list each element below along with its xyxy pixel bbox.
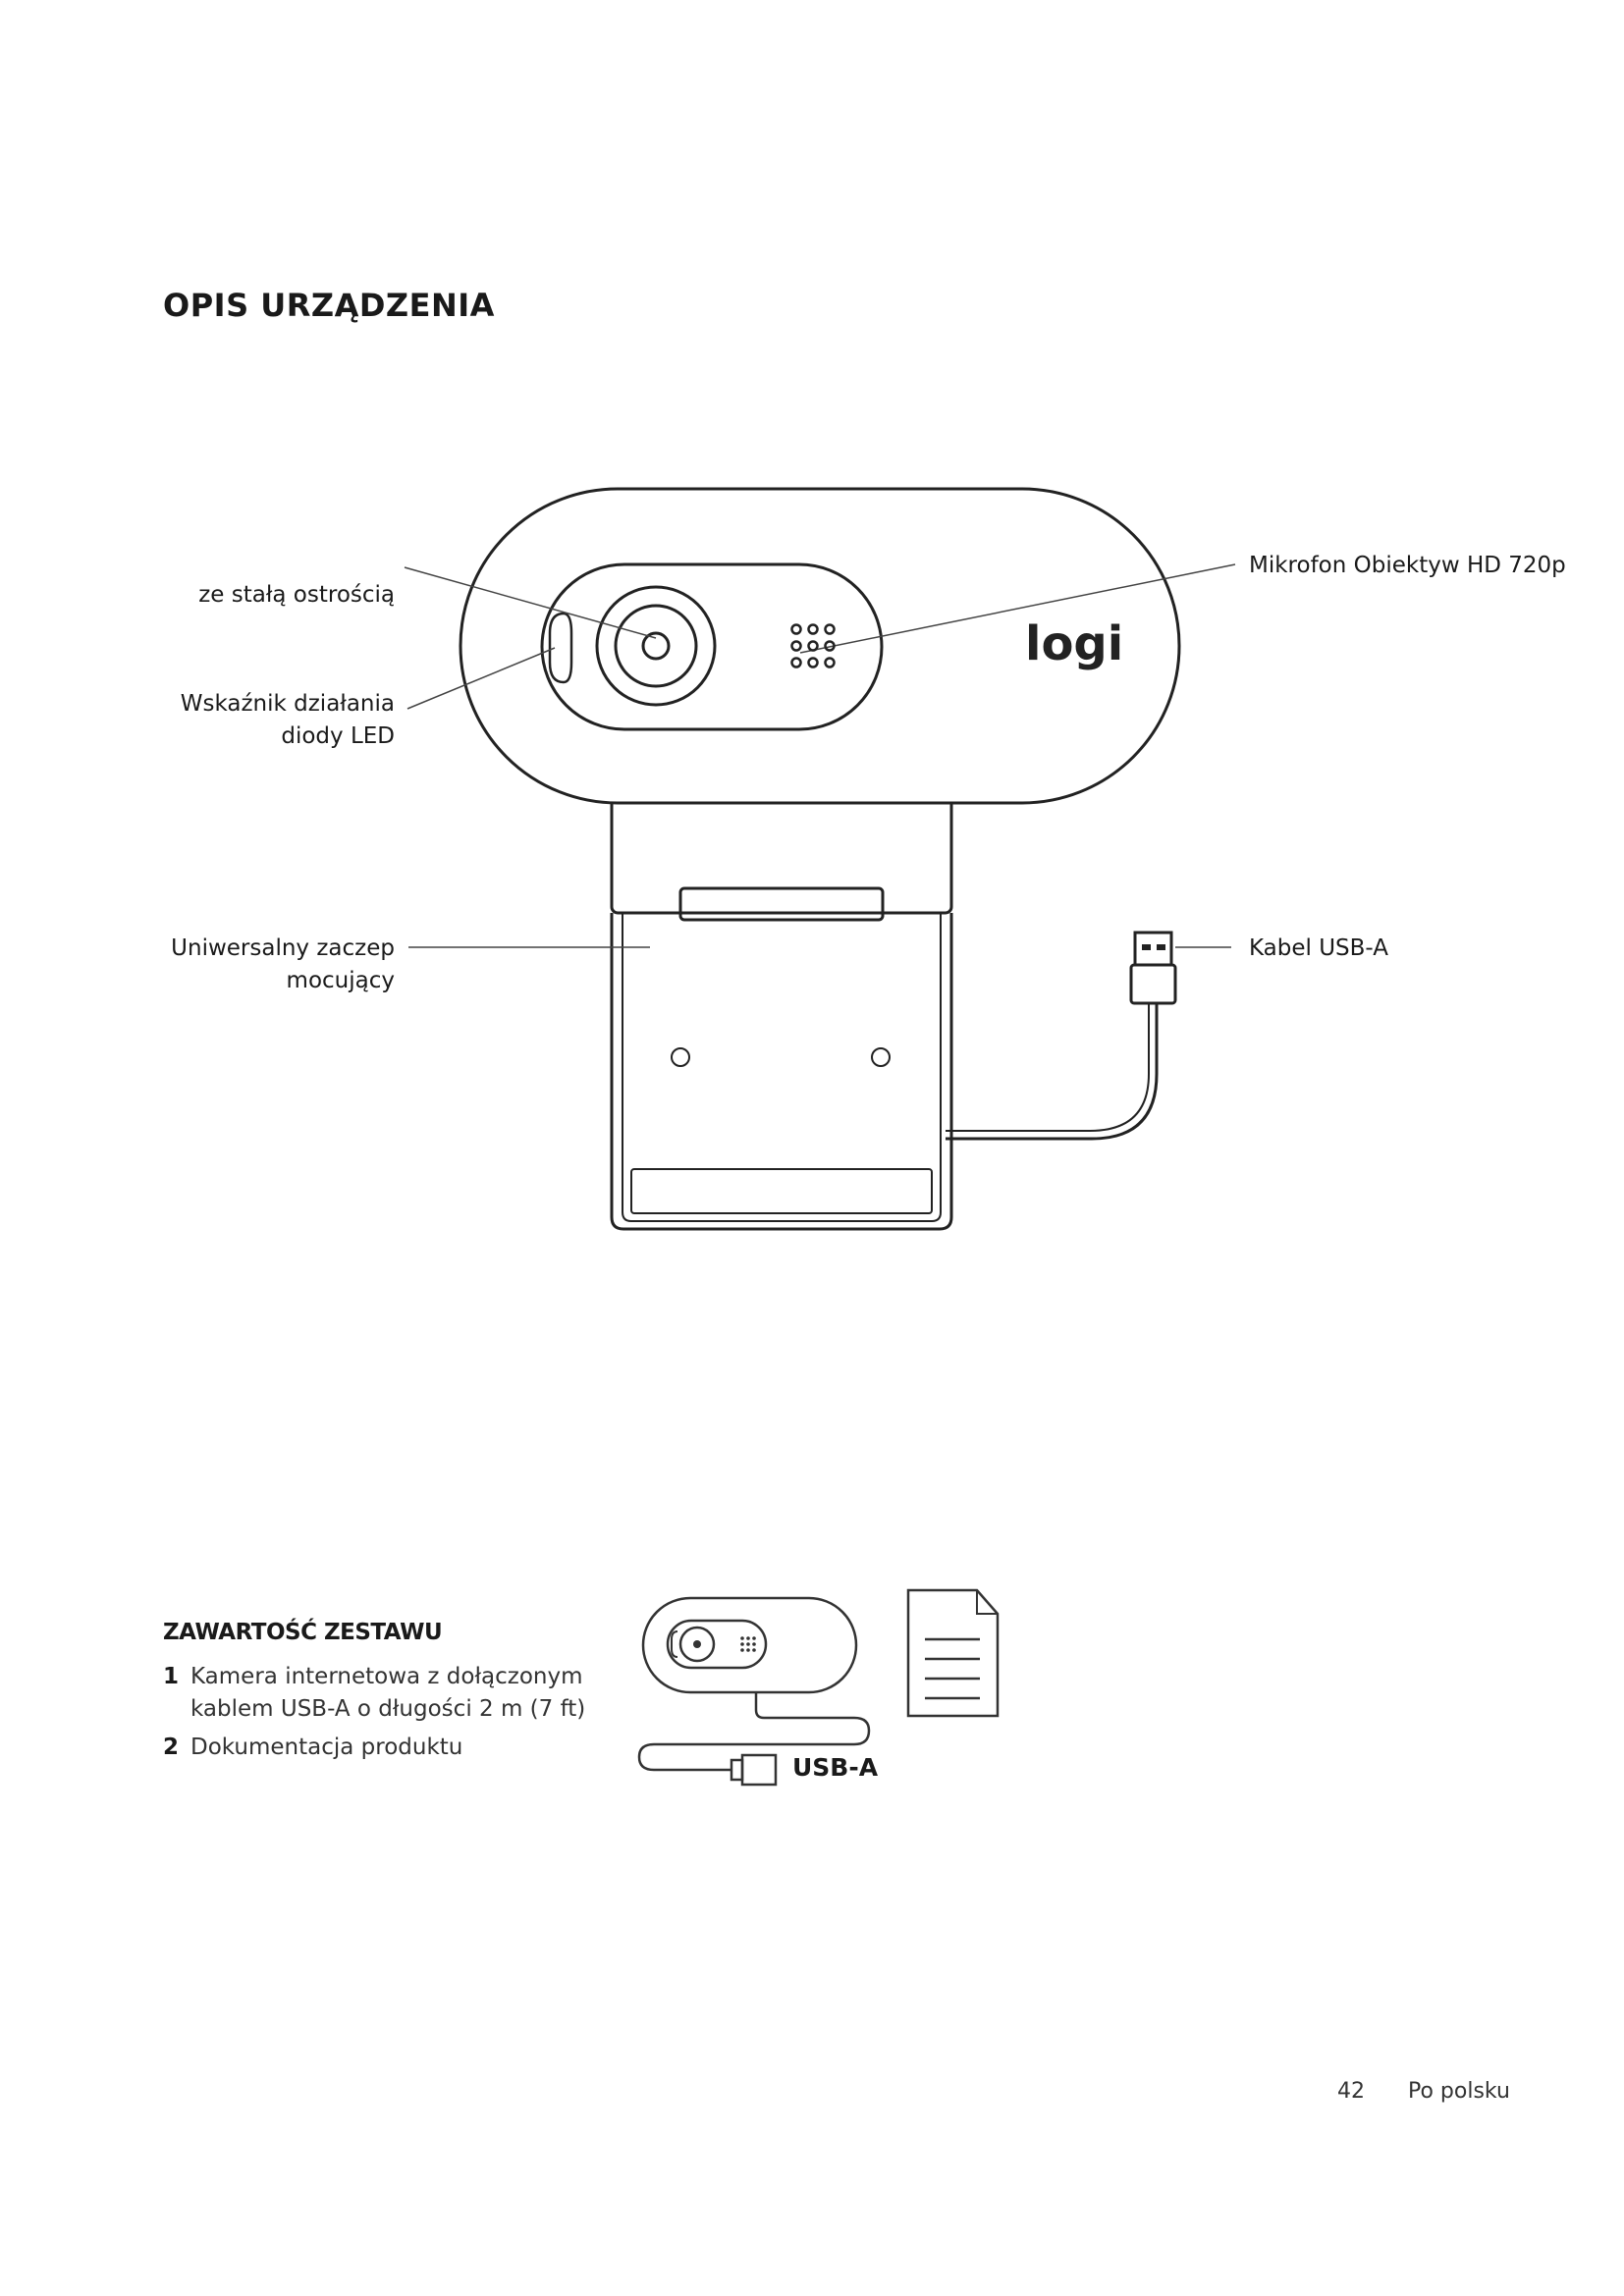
callout-usb-cable: Kabel USB-A [1249, 935, 1388, 961]
callout-mount [171, 933, 395, 997]
screw-hole-left [672, 1048, 689, 1066]
callout-led [181, 688, 395, 753]
callout-led-line2: diody LED [281, 723, 395, 749]
screw-hole-right [872, 1048, 890, 1066]
callout-mount-line1: Uniwersalny zaczep [171, 935, 395, 961]
item-2-line1: Dokumentacja produktu [190, 1735, 463, 1760]
usb-plug-body [1131, 965, 1175, 1003]
usb-a-label: USB-A [792, 1753, 879, 1782]
callout-focus: ze stałą ostrością [198, 582, 395, 608]
callout-mic-lens: Mikrofon Obiektyw HD 720p [1249, 553, 1566, 578]
footer-language: Po polsku [1408, 2079, 1510, 2104]
usb-cable [946, 1003, 1157, 1139]
item-1-number: 1 [163, 1664, 180, 1689]
item-2-number: 2 [163, 1735, 180, 1760]
usb-plug-tip [1135, 933, 1171, 965]
mount-foot-pad [631, 1169, 932, 1213]
callout-mount-line2: mocujący [286, 968, 395, 993]
item-1-line1: Kamera internetowa z dołączonym [190, 1664, 583, 1689]
item-1-line2: kablem USB-A o długości 2 m (7 ft) [190, 1696, 586, 1722]
logi-logo: logi [1025, 616, 1124, 671]
page-title: OPIS URZĄDZENIA [163, 287, 495, 324]
contents-title: ZAWARTOŚĆ ZESTAWU [163, 1620, 443, 1645]
small-camera-body [643, 1598, 856, 1692]
page-number: 42 [1337, 2079, 1365, 2104]
small-usb-plug [742, 1755, 776, 1785]
mount-foot [612, 913, 951, 1229]
callout-led-line1: Wskaźnik działania [180, 691, 395, 717]
mount-hinge [680, 888, 883, 920]
